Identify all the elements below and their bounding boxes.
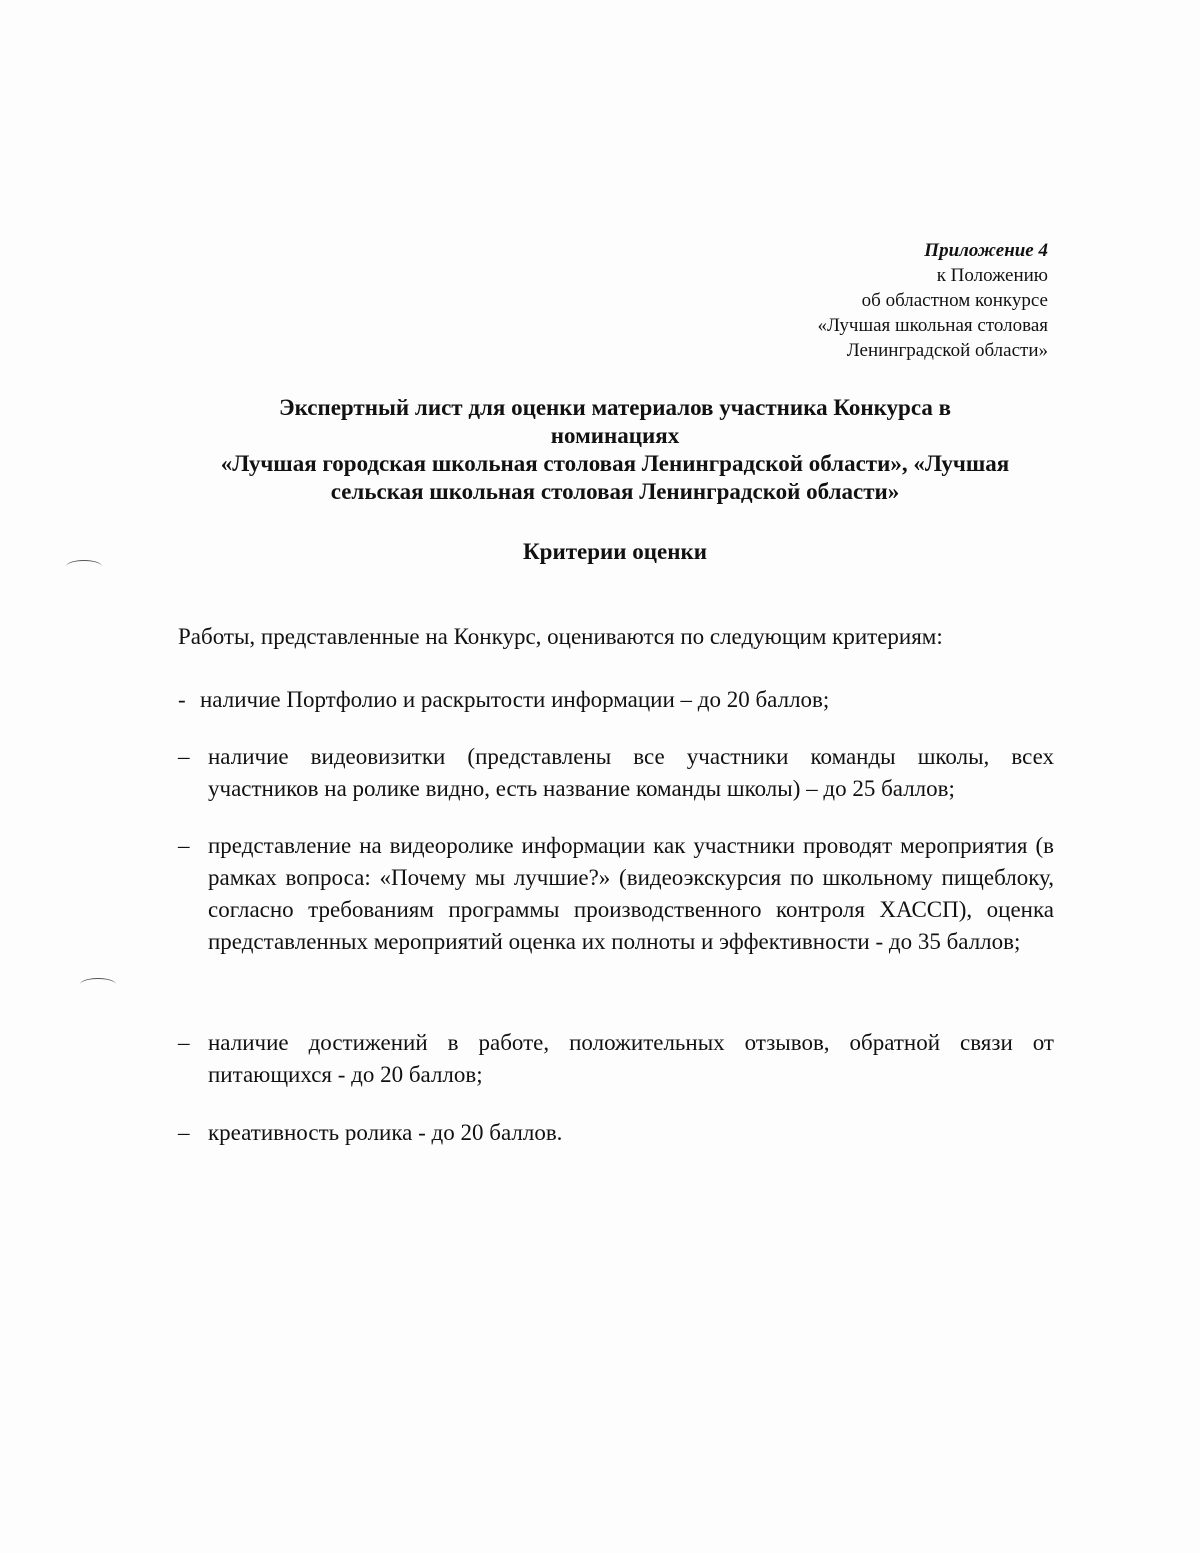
appendix-title: Приложение 4	[924, 240, 1048, 261]
section-title: Критерии оценки	[523, 539, 707, 564]
list-marker: -	[178, 687, 186, 712]
criterion-item	[178, 830, 1054, 958]
list-marker: –	[178, 833, 190, 858]
punch-mark-top	[66, 560, 102, 573]
appendix-block	[817, 238, 1048, 363]
list-marker: –	[178, 1120, 190, 1145]
criterion-text: наличие видеовизитки (представлены все участники команды школы, всех участников на ролике видно, есть название команды школы) – до 25 баллов;	[208, 744, 1054, 801]
appendix-line: «Лучшая школьная столовая	[817, 315, 1048, 336]
title-line: Экспертный лист для оценки материалов участника Конкурса в	[278, 395, 952, 420]
title-line: сельская школьная столовая Ленинградской области»	[330, 479, 900, 504]
criterion-text: креативность ролика - до 20 баллов.	[208, 1120, 563, 1145]
criterion-text: представление на видеоролике информации как участники проводят мероприятия (в рамках вопроса: «Почему мы лучшие?» (видеоэкскурсия по школьному пищеблоку, согласно требованиям программы производственного контроля ХАССП), оценка представленных мероприятий оценка их полноты и эффективности - до 35 баллов;	[208, 833, 1054, 954]
criterion-text: наличие Портфолио и раскрытости информации – до 20 баллов;	[200, 687, 830, 712]
list-marker: –	[178, 1030, 190, 1055]
criterion-text: наличие достижений в работе, положительных отзывов, обратной связи от питающихся - до 20 баллов;	[208, 1030, 1054, 1087]
appendix-line: об областном конкурсе	[861, 290, 1048, 311]
criterion-item	[178, 1027, 1054, 1091]
punch-mark-bottom	[80, 978, 116, 991]
title-line: «Лучшая городская школьная столовая Ленинградской области», «Лучшая	[220, 451, 1010, 476]
criterion-item	[178, 741, 1054, 805]
criterion-item	[178, 1117, 1054, 1149]
document-title	[150, 394, 1080, 506]
appendix-line: Ленинградской области»	[846, 340, 1048, 361]
title-line: номинациях	[550, 423, 680, 448]
criterion-item	[178, 684, 1054, 716]
list-marker: –	[178, 744, 190, 769]
intro-paragraph: Работы, представленные на Конкурс, оцениваются по следующим критериям:	[178, 624, 943, 649]
appendix-line: к Положению	[936, 265, 1048, 286]
